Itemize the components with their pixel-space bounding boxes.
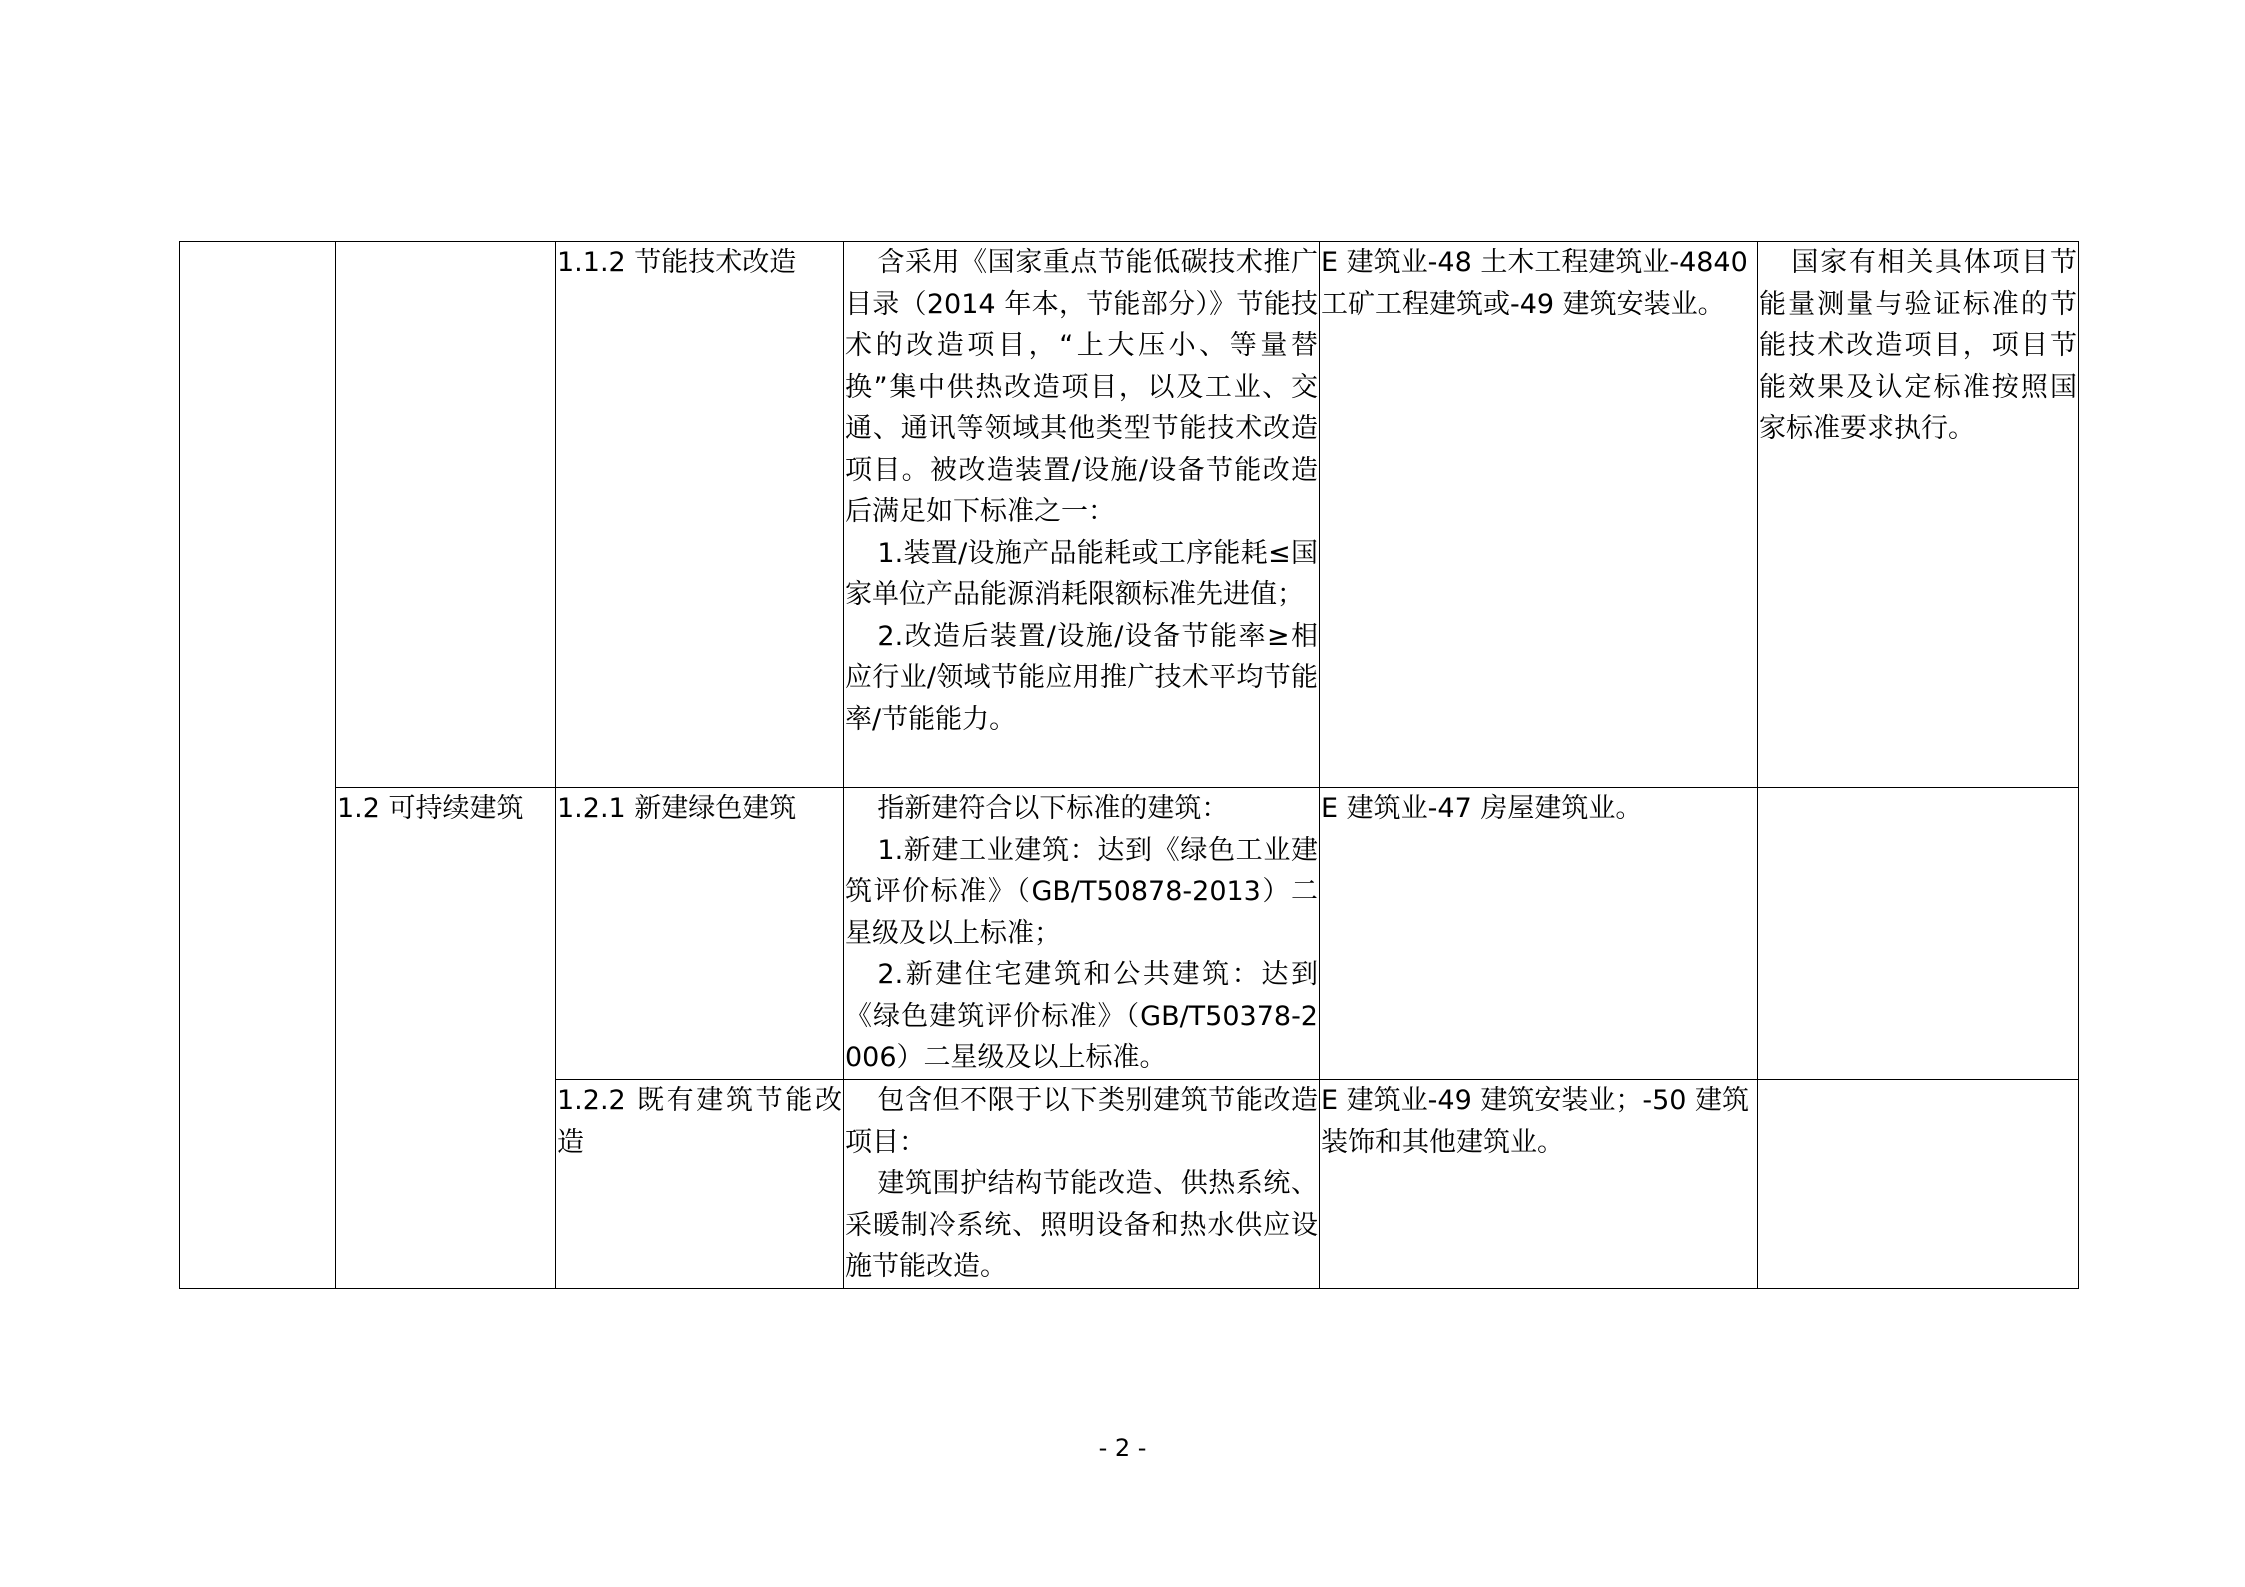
category-cell (180, 242, 336, 1289)
description-paragraph: 含采用《国家重点节能低碳技术推广目录（2014 年本，节能部分）》节能技术的改造项目，“上大压小、等量替换”集中供热改造项目，以及工业、交通、通讯等领域其他类型节能技术改造项目。被改造装置/设施/设备节能改造后满足如下标准之一： (845, 247, 1318, 527)
description-paragraph: 1.新建工业建筑：达到《绿色工业建筑评价标准》（GB/T50878-2013）二星级及以上标准； (845, 834, 1318, 949)
description-paragraph: 建筑围护结构节能改造、供热系统、采暖制冷系统、照明设备和热水供应设施节能改造。 (845, 1168, 1318, 1282)
subcategory-cell (336, 242, 556, 788)
description-paragraph: 指新建符合以下标准的建筑： (877, 793, 1229, 824)
description-cell (844, 788, 1320, 1080)
remarks-paragraph: 国家有相关具体项目节能量测量与验证标准的节能技术改造项目，项目节能效果及认定标准按照国家标准要求执行。 (1759, 247, 2077, 444)
remarks-cell (1758, 788, 2079, 1080)
item-cell: 1.2.1 新建绿色建筑 (556, 788, 844, 1080)
subcategory-cell: 1.2 可持续建筑 (336, 788, 556, 1289)
description-paragraph: 2.改造后装置/设施/设备节能率≥相应行业/领域节能应用推广技术平均节能率/节能能力。 (845, 620, 1318, 735)
industry-cell: E 建筑业-47 房屋建筑业。 (1320, 788, 1758, 1080)
item-cell: 1.2.2 既有建筑节能改造 (556, 1080, 844, 1289)
description-cell (844, 242, 1320, 788)
description-paragraph: 1.装置/设施产品能耗或工序能耗≤国家单位产品能源消耗限额标准先进值； (845, 537, 1318, 610)
page-number: - 2 - (1098, 1434, 1147, 1462)
table-row (180, 242, 2079, 788)
remarks-cell (1758, 242, 2079, 788)
remarks-cell (1758, 1080, 2079, 1289)
classification-table (179, 241, 2079, 1289)
item-cell: 1.1.2 节能技术改造 (556, 242, 844, 788)
description-paragraph: 2.新建住宅建筑和公共建筑：达到《绿色建筑评价标准》（GB/T50378-2006）二星级及以上标准。 (845, 959, 1318, 1073)
industry-cell: E 建筑业-48 土木工程建筑业-4840 工矿工程建筑或-49 建筑安装业。 (1320, 242, 1758, 788)
industry-cell: E 建筑业-49 建筑安装业；-50 建筑装饰和其他建筑业。 (1320, 1080, 1758, 1289)
table-row (180, 788, 2079, 1080)
description-paragraph: 包含但不限于以下类别建筑节能改造项目： (845, 1085, 1318, 1158)
description-cell (844, 1080, 1320, 1289)
